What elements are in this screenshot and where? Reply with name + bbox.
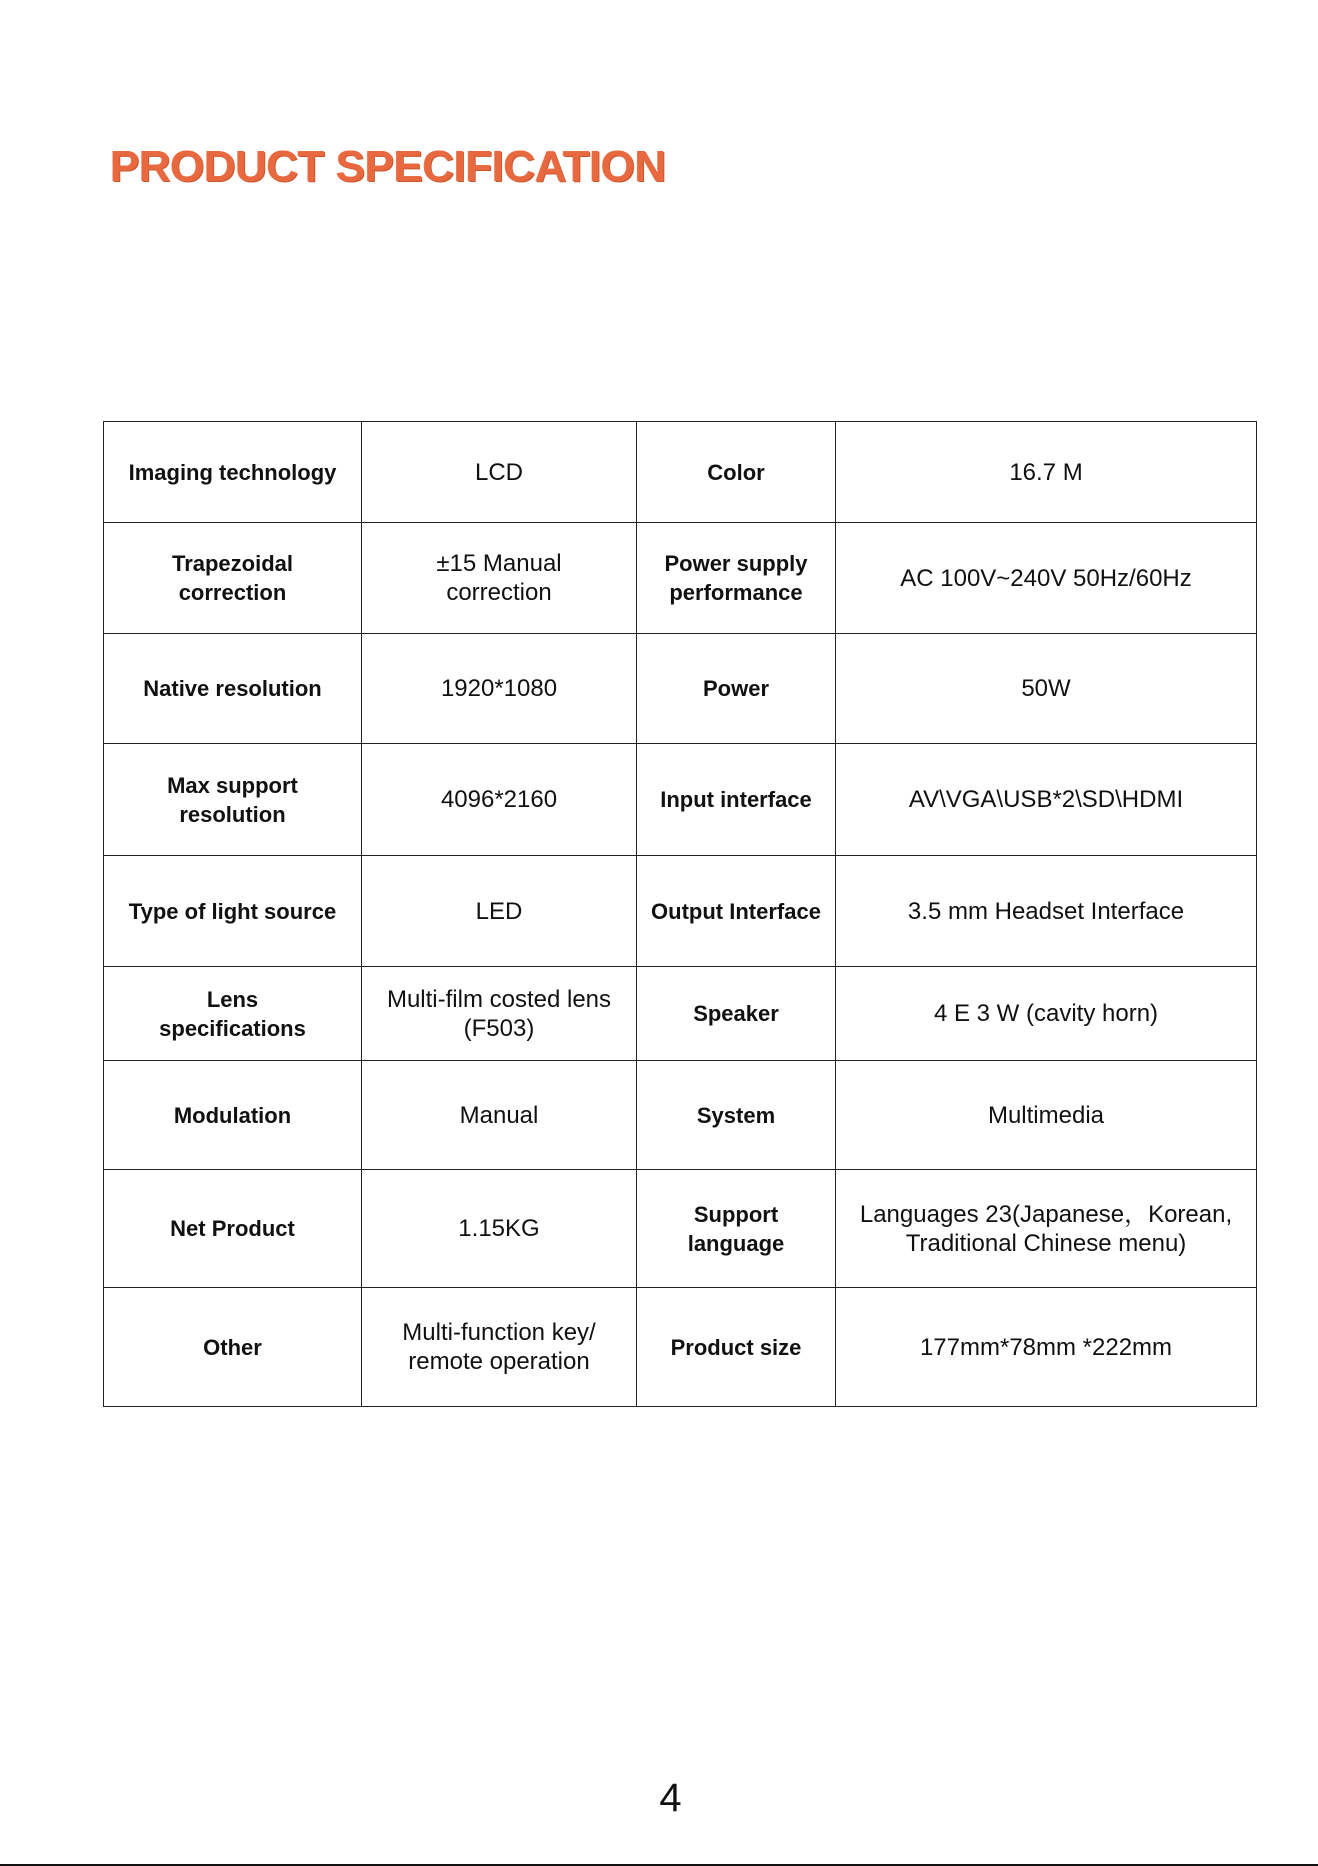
table-row <box>104 1170 1257 1288</box>
spec-label: Speaker <box>637 967 836 1061</box>
spec-label: Support language <box>637 1170 836 1288</box>
table-row <box>104 634 1257 744</box>
page-number: 4 <box>659 1776 682 1820</box>
spec-label: Color <box>637 422 836 523</box>
table-row <box>104 523 1257 634</box>
spec-value: Multi-film costed lens (F503) <box>362 967 637 1061</box>
table-row <box>104 1061 1257 1170</box>
spec-label: Power <box>637 634 836 744</box>
table-row <box>104 422 1257 523</box>
spec-value: LCD <box>362 422 637 523</box>
spec-value: LED <box>362 856 637 967</box>
spec-value: 3.5 mm Headset Interface <box>836 856 1257 967</box>
spec-value: AV\VGA\USB*2\SD\HDMI <box>836 744 1257 856</box>
spec-value: Languages 23(Japanese，Korean, Traditional Chinese menu) <box>836 1170 1257 1288</box>
spec-label: Type of light source <box>104 856 362 967</box>
spec-value: AC 100V~240V 50Hz/60Hz <box>836 523 1257 634</box>
spec-value: Multi-function key/ remote operation <box>362 1288 637 1407</box>
spec-label: Net Product <box>104 1170 362 1288</box>
spec-label: Input interface <box>637 744 836 856</box>
table-row <box>104 967 1257 1061</box>
spec-label: Imaging technology <box>104 422 362 523</box>
table-row <box>104 856 1257 967</box>
spec-value: 4096*2160 <box>362 744 637 856</box>
spec-value: 50W <box>836 634 1257 744</box>
spec-table <box>103 421 1257 1407</box>
spec-label: Trapezoidal correction <box>104 523 362 634</box>
spec-value: Multimedia <box>836 1061 1257 1170</box>
spec-label: Power supply performance <box>637 523 836 634</box>
spec-value: 177mm*78mm *222mm <box>836 1288 1257 1407</box>
spec-label: Modulation <box>104 1061 362 1170</box>
spec-label: Native resolution <box>104 634 362 744</box>
table-row <box>104 744 1257 856</box>
spec-value: ±15 Manual correction <box>362 523 637 634</box>
spec-label: Product size <box>637 1288 836 1407</box>
page-title: PRODUCT SPECIFICATION <box>110 142 666 191</box>
spec-value: 1920*1080 <box>362 634 637 744</box>
spec-value: 1.15KG <box>362 1170 637 1288</box>
spec-label: Lens specifications <box>104 967 362 1061</box>
spec-value: Manual <box>362 1061 637 1170</box>
table-row <box>104 1288 1257 1407</box>
spec-label: Max support resolution <box>104 744 362 856</box>
spec-label: Other <box>104 1288 362 1407</box>
spec-label: Output Interface <box>637 856 836 967</box>
spec-value: 4 E 3 W (cavity horn) <box>836 967 1257 1061</box>
spec-value: 16.7 M <box>836 422 1257 523</box>
spec-label: System <box>637 1061 836 1170</box>
